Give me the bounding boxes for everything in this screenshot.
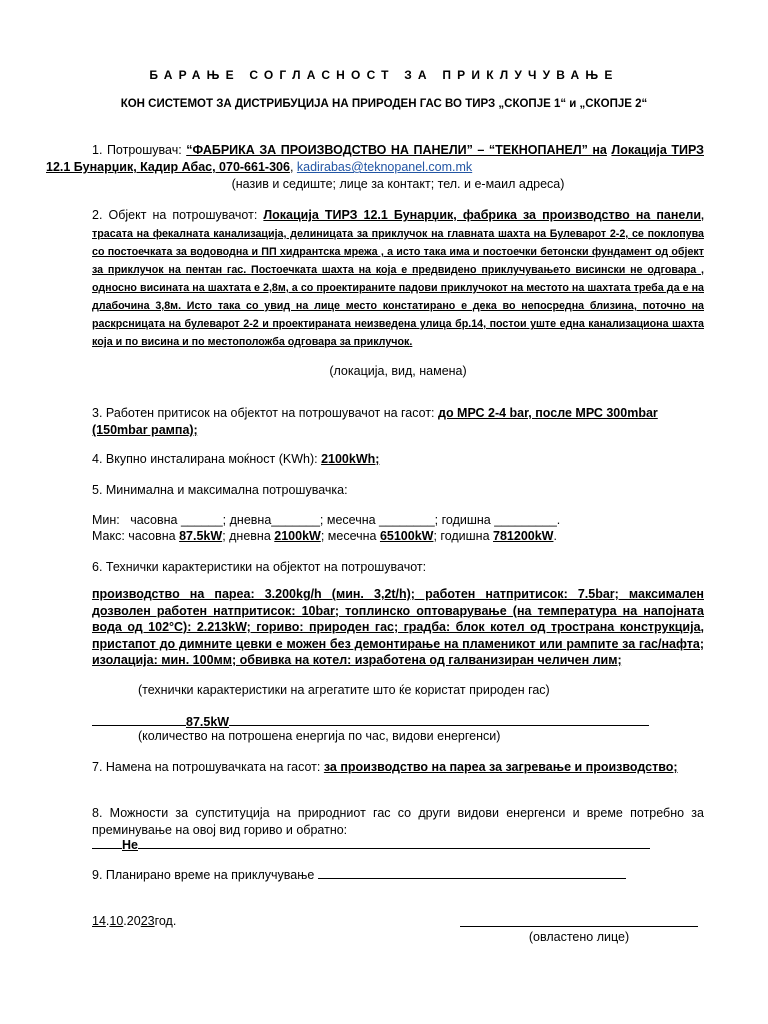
item-5-max-month-label: ; месечна [320, 529, 380, 543]
item-4-value: 2100kWh; [321, 452, 380, 466]
item-8-substitution: 8. Можности за супституција на природниот гас со други видови енергенси и време потребно за преминување на овој вид гориво и обратно: [92, 806, 704, 837]
item-3-label: 3. Работен притисок на објектот на потрошувачот на гасот: [92, 406, 435, 420]
item-1-comma: , [289, 160, 294, 174]
item-1-consumer [46, 142, 704, 176]
date-year-prefix: .20 [123, 914, 141, 928]
item-5-max-day-label: ; дневна [222, 529, 275, 543]
item-7-purpose [92, 759, 704, 776]
item-7-value: за производство на пареа за загревање и производство; [323, 760, 678, 774]
signature-line[interactable] [460, 926, 698, 927]
date-year-suffix: 23 [140, 914, 155, 928]
item-6-energy-blank-left[interactable] [92, 713, 186, 726]
item-5-max-line [92, 528, 704, 545]
item-4-capacity [92, 451, 704, 468]
item-5-end: . [553, 529, 557, 543]
item-2-object [92, 207, 704, 351]
item-5-max-year: 781200kW [493, 529, 554, 543]
item-7-label: 7. Намена на потрошувачката на гасот: [92, 760, 321, 774]
date-day: 14 [92, 914, 106, 928]
item-6-tech-value: производство на пареа: 3.200kg/h (мин. 3,2t/h); работен натпритисок: 7.5bar; максимален дозволен работен натпритисок: 10bar; топлинско оптоварување (на температура на напојната вода од 102°C): 2.213kW; гориво: природен гас; градба: блок котел од тространа конструкција, пристапот до димните цевки е можен без демонтирање на пламеникот или рампите за гас/нафта; изолација: мин. 100мм; обвивка на котел: изработена од галванизиран челичен лим; [92, 587, 704, 667]
item-4-label: 4. Вкупно инсталирана моќност (KWh): [92, 452, 318, 466]
item-3-value: до МРС 2-4 bar, после МРС 300mbar (150mbar рампа); [92, 406, 658, 437]
item-1-hint: (назив и седиште; лице за контакт; тел. и е-маил адреса) [231, 177, 565, 191]
date-dot: . [105, 914, 110, 928]
item-1-label: 1. Потрошувач: [92, 143, 182, 157]
item-2-value-body: , трасата на фекалната канализација, делиницата за приклучок на главната шахта на Булеварот 2-2, се поклопува со постоечката за водоводна и ПП хидрантска мрежа , а исто така има и постоечки бетонски фундамент од објект за приклучок на пентан гас. Постоечката шахта на која е предвидено приклучувањето висински не одговара , односно висината на шахтата е 2,8м, а со проектираните падови приклучокот на местото на шахтата треба да е на длабочина 3,8м. Исто така со увид на лице место констатирано е дека во непосредна близина, поточно на раскрсницата на булеварот 2-2 и проектираната неизведена улица бр.14, постои уште една канализациона шахта која и по висина и по местоположба одговара за приклучок. [92, 210, 704, 348]
date-year-word: год. [154, 914, 177, 928]
item-5-max-prefix: Макс: часовна [92, 529, 180, 543]
item-5-max-day: 2100kW [274, 529, 321, 543]
item-8-blank-left[interactable] [92, 836, 122, 849]
item-8-value: Не [122, 838, 138, 852]
document-title: БАРАЊЕ СОГЛАСНОСТ ЗА ПРИКЛУЧУВАЊЕ [149, 68, 619, 82]
item-5-consumption-label: 5. Минимална и максимална потрошувачка: [92, 483, 348, 497]
date-month: 10 [109, 914, 124, 928]
item-5-max-hour: 87.5kW [179, 529, 223, 543]
item-6-energy-blank-right[interactable] [229, 713, 649, 726]
item-8-blank-right[interactable] [138, 836, 650, 849]
item-2-hint: (локација, вид, намена) [329, 364, 467, 378]
item-2-label: 2. Објект на потрошувачот: [92, 208, 258, 222]
item-9-connection-time [92, 866, 704, 884]
item-6-tech-label: 6. Технички карактеристики на објектот на потрошувачот: [92, 560, 427, 574]
item-5-max-month: 65100kW [379, 529, 434, 543]
item-6-energy-hint: (количество на потрошена енергија по час, видови енергенси) [138, 729, 501, 743]
footer-date [92, 913, 292, 930]
item-1-email-link[interactable]: kadirabas@teknopanel.com.mk [296, 160, 473, 174]
item-8-answer-line [92, 836, 704, 854]
item-5-min-line: Мин: часовна ______; дневна_______; месечна ________; годишна _________. [92, 513, 561, 527]
item-9-blank[interactable] [318, 866, 626, 879]
item-1-location-contact: Локација ТИРЗ 12.1 Бунарџик, Кадир Абас, 070-661-306 [46, 143, 704, 174]
item-2-value-head: Локација ТИРЗ 12.1 Бунарџик, фабрика за производство на панели [263, 208, 702, 222]
signature-hint: (овластено лице) [528, 930, 630, 944]
item-9-label: 9. Планирано време на приклучување [92, 868, 315, 882]
item-3-pressure [92, 405, 704, 439]
item-6-hint: (технички карактеристики на агрегатите што ќе користат природен гас) [138, 683, 550, 697]
item-6-energy-value: 87.5kW [186, 715, 230, 729]
item-1-name: “ФАБРИКА ЗА ПРОИЗВОДСТВО НА ПАНЕЛИ” – “ТЕКНОПАНЕЛ” на [186, 143, 607, 157]
item-5-max-year-label: ; годишна [433, 529, 494, 543]
document-subtitle: КОН СИСТЕМОТ ЗА ДИСТРИБУЦИЈА НА ПРИРОДЕН ГАС ВО ТИРЗ „СКОПЈЕ 1“ и „СКОПЈЕ 2“ [120, 98, 648, 110]
